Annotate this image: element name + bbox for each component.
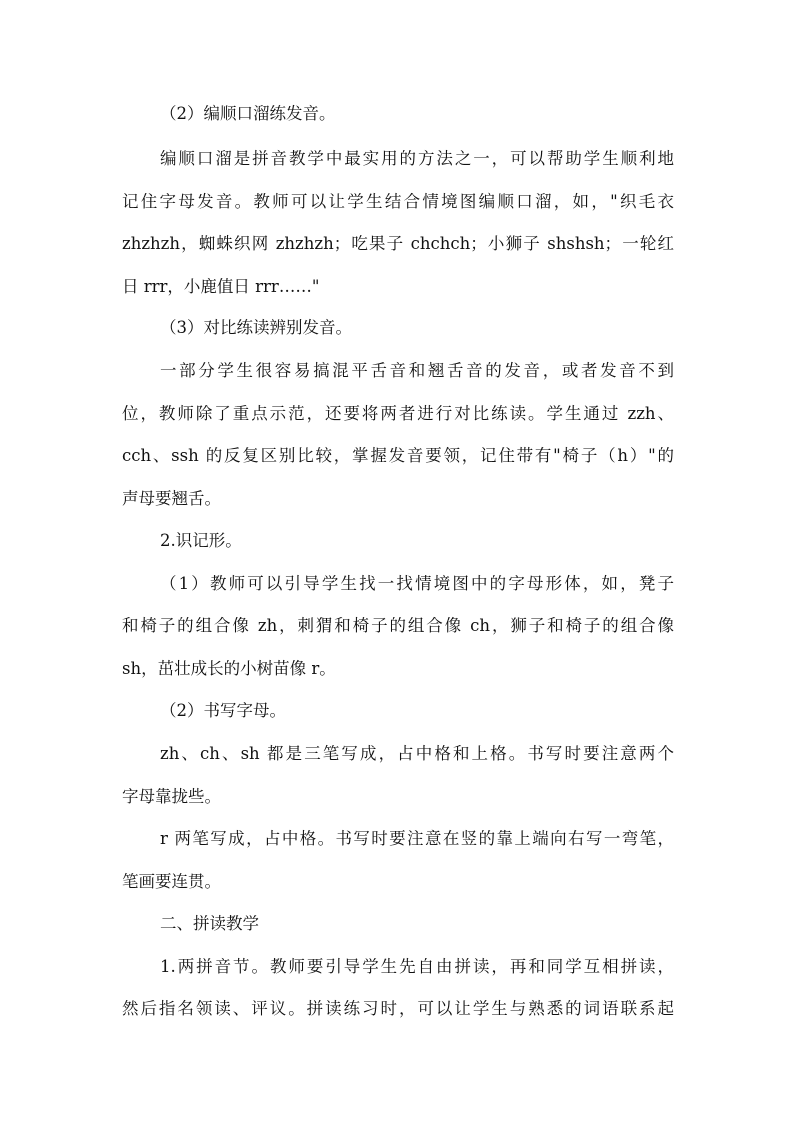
paragraph-line: sh，茁壮成长的小树苗像 r。 — [122, 659, 336, 678]
paragraph-line: 一部分学生很容易搞混平舌音和翘舌音的发音，或者发音不到 — [160, 361, 674, 380]
subheading-line: （2）书写字母。 — [160, 701, 286, 720]
subheading-line: （3）对比练读辨别发音。 — [160, 318, 352, 337]
section-heading: 二、拼读教学 — [160, 914, 259, 933]
paragraph-line: 然后指名领读、评议。拼读练习时，可以让学生与熟悉的词语联系起 — [122, 999, 674, 1018]
paragraph-line: cch、ssh 的反复区别比较，掌握发音要领，记住带有"椅子（h）"的 — [122, 446, 674, 465]
paragraph-line: 字母靠拢些。 — [122, 787, 221, 806]
paragraph-line: 日 rrr，小鹿值日 rrr……" — [122, 277, 320, 296]
paragraph-line: 记住字母发音。教师可以让学生结合情境图编顺口溜，如，"织毛衣 — [122, 192, 674, 211]
paragraph-line: 位，教师除了重点示范，还要将两者进行对比练读。学生通过 zzh、 — [122, 404, 674, 423]
paragraph-line: zhzhzh，蜘蛛织网 zhzhzh；吃果子 chchch；小狮子 shshsh；一轮红 — [122, 234, 674, 253]
subheading-line: 2.识记形。 — [160, 531, 242, 550]
paragraph-line: 和椅子的组合像 zh，刺猬和椅子的组合像 ch，狮子和椅子的组合像 — [122, 616, 674, 635]
paragraph-line: zh、ch、sh 都是三笔写成，占中格和上格。书写时要注意两个 — [160, 744, 674, 763]
paragraph-line: 1.两拼音节。教师要引导学生先自由拼读，再和同学互相拼读， — [160, 957, 674, 976]
subheading-line: （2）编顺口溜练发音。 — [160, 104, 336, 123]
paragraph-line: r 两笔写成，占中格。书写时要注意在竖的靠上端向右写一弯笔， — [160, 829, 674, 848]
paragraph-line: 笔画要连贯。 — [122, 872, 221, 891]
paragraph-line: （1）教师可以引导学生找一找情境图中的字母形体，如，凳子 — [160, 574, 674, 593]
paragraph-line: 编顺口溜是拼音教学中最实用的方法之一，可以帮助学生顺利地 — [160, 149, 674, 168]
paragraph-line: 声母要翘舌。 — [122, 489, 221, 508]
